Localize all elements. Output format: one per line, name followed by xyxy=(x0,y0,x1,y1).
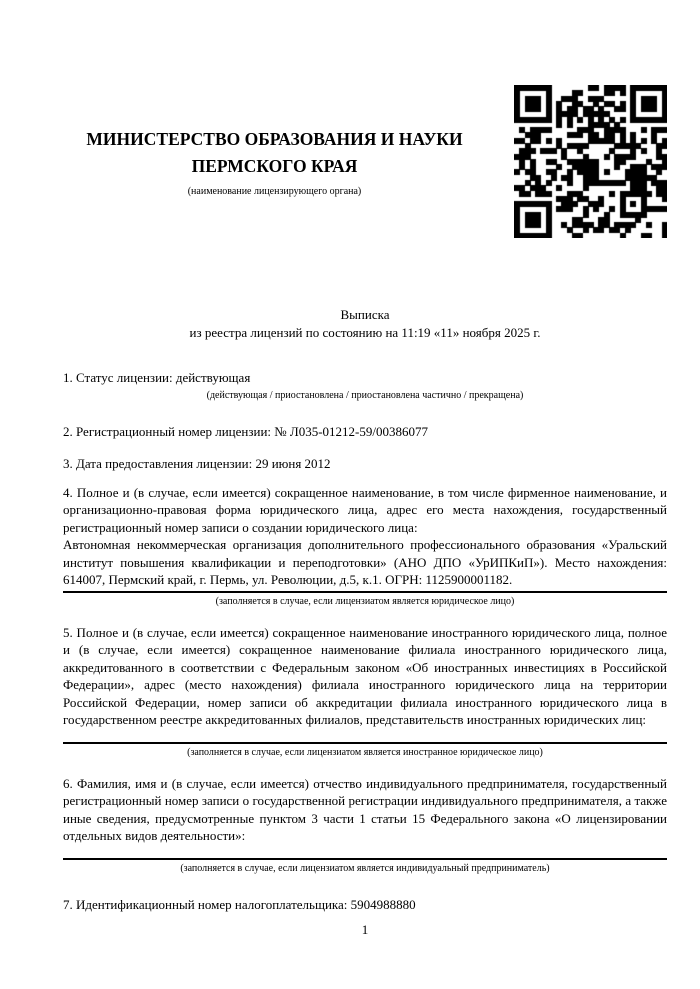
item-5-foreign-entity xyxy=(63,624,667,759)
item-5-fill-line xyxy=(63,742,667,744)
item-6-label: 6. Фамилия, имя и (в случае, если имеется) отчество индивидуального предпринимателя, государственный регистрационный номер записи о государственной регистрации индивидуального предпринимателя, а также иные сведения, предусмотренные пунктом 3 части 1 статьи 15 Федерального закона «О лицензировании отдельных видов деятельности»: xyxy=(63,775,667,843)
qr-code-icon xyxy=(514,85,667,238)
ministry-name-line1: МИНИСТЕРСТВО ОБРАЗОВАНИЯ И НАУКИ xyxy=(86,128,463,149)
item-4-label: 4. Полное и (в случае, если имеется) сокращенное наименование, в том числе фирменное наименование, и организационно-правовая форма юридического лица, адрес его места нахождения, государственный регистрационный номер записи о создании юридического лица: xyxy=(63,484,667,535)
item-4-value: Автономная некоммерческая организация дополнительного профессионального образования «Уральский институт повышения квалификации и переподготовки» (АНО ДПО «УрИПКиП»). Место нахождения: 614007, Пермский край, г. Пермь, ул. Революции, д.5, к.1. ОГРН: 1125900001182. xyxy=(63,537,667,587)
licensing-authority-block xyxy=(63,126,514,198)
document-subtitle: из реестра лицензий по состоянию на 11:19 «11» ноября 2025 г. xyxy=(189,324,541,340)
item-4-fill-line xyxy=(63,591,667,593)
item-7-taxpayer-number: 7. Идентификационный номер налогоплательщика: 5904988880 xyxy=(63,896,416,912)
item-1-status-options-caption: (действующая / приостановлена / приостановлена частично / прекращена) xyxy=(206,389,524,401)
document-title: Выписка xyxy=(340,307,390,322)
ministry-name-line2: ПЕРМСКОГО КРАЯ xyxy=(191,155,358,176)
item-6-entrepreneur xyxy=(63,775,667,875)
item-5-label: 5. Полное и (в случае, если имеется) сокращенное наименование иностранного юридического лица, полное и (в случае, если имеется) сокращенное наименование филиала иностранного юридического лица, аккредитованного в соответствии с Федеральным законом «Об иностранных инвестициях в Российской Федерации», адрес (место нахождения) филиала иностранного юридического лица на территории Российской Федерации, номер записи об аккредитации филиала иностранного юридического лица в государственном реестре аккредитованных филиалов, представительств иностранных юридических лиц: xyxy=(63,624,667,727)
ministry-caption: (наименование лицензирующего органа) xyxy=(187,185,362,197)
item-6-caption: (заполняется в случае, если лицензиатом является индивидуальный предприниматель) xyxy=(180,862,550,874)
item-4-caption: (заполняется в случае, если лицензиатом является юридическое лицо) xyxy=(215,595,515,607)
item-6-fill-line xyxy=(63,858,667,860)
page-number: 1 xyxy=(361,922,369,937)
item-4-legal-entity xyxy=(63,484,667,608)
document-title-block xyxy=(63,306,667,341)
document-header xyxy=(63,85,667,238)
item-5-caption: (заполняется в случае, если лицензиатом является иностранное юридическое лицо) xyxy=(187,746,543,758)
item-1-license-status: 1. Статус лицензии: действующая xyxy=(63,370,251,385)
item-3-grant-date: 3. Дата предоставления лицензии: 29 июня 2012 xyxy=(63,456,331,471)
item-2-registration-number: 2. Регистрационный номер лицензии: № Л035-01212-59/00386077 xyxy=(63,423,429,439)
ministry-name xyxy=(63,126,486,180)
